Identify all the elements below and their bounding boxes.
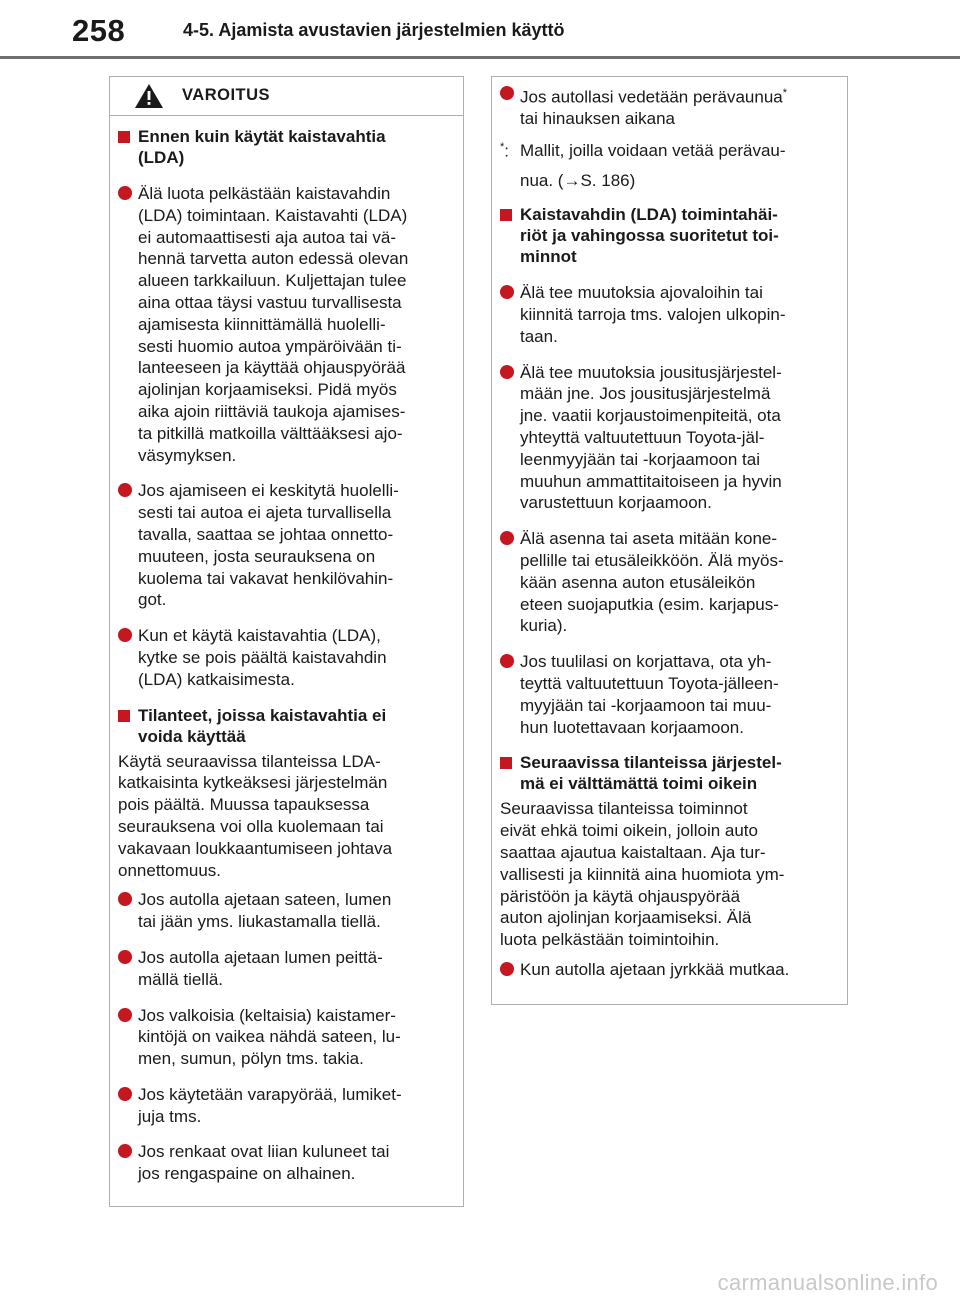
circle-bullet-icon bbox=[118, 628, 132, 642]
warning-box bbox=[109, 76, 464, 1207]
page-header bbox=[0, 0, 960, 62]
list-item bbox=[500, 282, 837, 347]
warning-triangle-icon bbox=[134, 83, 164, 109]
list-item-text bbox=[520, 83, 787, 130]
warning-box-continued bbox=[491, 76, 848, 1005]
circle-bullet-icon bbox=[118, 950, 132, 964]
list-item bbox=[500, 362, 837, 515]
list-item bbox=[118, 1005, 453, 1070]
warning-header bbox=[110, 77, 463, 116]
list-item-text: Jos renkaat ovat liian kuluneet tai jos rengaspaine on alhainen. bbox=[138, 1142, 390, 1184]
list-item-text: Jos valkoisia (keltaisia) kaistamer- kintöjä on vaikea nähdä sateen, lu- men, sumun, pölyn tms. takia. bbox=[138, 1005, 401, 1069]
footnote bbox=[500, 136, 837, 196]
footnote-star: * bbox=[500, 141, 505, 154]
square-bullet-icon bbox=[118, 710, 130, 722]
list-item-text: Älä asenna tai aseta mitään kone- pellille tai etusäleikköön. Älä myös- kään asenna auton etusäleikön eteen suojaputkia (esim. karjapus- kuria). bbox=[520, 529, 784, 636]
warning-title: VAROITUS bbox=[182, 86, 271, 104]
list-item bbox=[118, 1141, 453, 1185]
watermark-text: carmanualsonline.info bbox=[717, 1270, 938, 1295]
list-item-text: Älä luota pelkästään kaistavahdin (LDA) toimintaan. Kaistavahti (LDA) ei automaattisesti aja autoa tai vä- hennä tarvetta auton edessä olevan alueen tarkkailuun. Kuljettajan tulee aina ottaa täysi vastuu turvallisesta ajamisesta kiinnittämällä huolelli- sesti huomio autoa ympäröivään ti- lanteeseen ja käyttää ohjauspyörää ajolinjan korjaamiseksi. Pidä myös aika ajoin riittäviä taukoja ajamises- ta pitkillä matkoilla välttääksesi ajo- väsymyksen. bbox=[138, 184, 409, 465]
square-bullet-icon bbox=[500, 209, 512, 221]
subheading bbox=[118, 126, 453, 168]
paragraph: Käytä seuraavissa tilanteissa LDA- katkaisinta kytkeäksesi järjestelmän pois päältä. Muussa tapauksessa seurauksena voi olla kuolemaan tai vakavaan loukkaantumiseen johtava onnettomuus. bbox=[118, 751, 393, 880]
list-item-text: Jos ajamiseen ei keskitytä huolelli- sesti tai autoa ei ajeta turvallisella tavalla, saattaa se johtaa onnetto- muuteen, josta seurauksena on kuolema tai vakavat henkilövahin- got. bbox=[138, 481, 399, 610]
circle-bullet-icon bbox=[500, 365, 514, 379]
square-bullet-icon bbox=[500, 757, 512, 769]
circle-bullet-icon bbox=[500, 531, 514, 545]
list-item-text: Jos käytetään varapyörää, lumiket- juja tms. bbox=[138, 1084, 402, 1126]
paragraph: Seuraavissa tilanteissa toiminnot eivät ehkä toimi oikein, jolloin auto saattaa ajautua kaistaltaan. Aja tur- vallisesti ja kiinnitä aina huomiota ym- päristöön ja käytä ohjauspyörää auton ajolinjan korjaamiseksi. Älä luota pelkästään toimintoihin. bbox=[500, 799, 785, 950]
list-item-text: Älä tee muutoksia ajovaloihin tai kiinnitä tarroja tms. valojen ulkopin- taan. bbox=[520, 283, 786, 346]
warning-body-continued bbox=[492, 77, 847, 981]
subheading-text: Seuraavissa tilanteissa järjestel- mä ei välttämättä toimi oikein bbox=[520, 753, 782, 794]
square-bullet-icon bbox=[118, 131, 130, 143]
list-item bbox=[118, 947, 453, 991]
circle-bullet-icon bbox=[118, 1008, 132, 1022]
list-item bbox=[118, 625, 453, 690]
circle-bullet-icon bbox=[500, 86, 514, 100]
list-item-text: Jos tuulilasi on korjattava, ota yh- teyttä valtuutettuun Toyota-jälleen- myyjään tai -korjaamoon tai muu- hun luotettavaan korjaamoon. bbox=[520, 652, 779, 737]
subheading bbox=[500, 752, 837, 794]
subheading-text: Kaistavahdin (LDA) toimintahäi- riöt ja vahingossa suoritetut toi- minnot bbox=[520, 205, 779, 267]
subheading bbox=[500, 204, 837, 267]
list-item bbox=[500, 651, 837, 738]
circle-bullet-icon bbox=[118, 483, 132, 497]
footnote-marker: * bbox=[782, 87, 788, 99]
subheading-text: Ennen kuin käytät kaistavahtia (LDA) bbox=[138, 127, 386, 167]
list-item bbox=[500, 83, 837, 130]
list-item bbox=[500, 528, 837, 637]
section-title: 4-5. Ajamista avustavien järjestelmien käyttö bbox=[183, 20, 565, 40]
list-item-text: Jos autolla ajetaan sateen, lumen tai jään yms. liukastamalla tiellä. bbox=[138, 890, 392, 932]
circle-bullet-icon bbox=[500, 962, 514, 976]
list-item bbox=[500, 959, 837, 981]
list-item-text: Kun autolla ajetaan jyrkkää mutkaa. bbox=[520, 959, 790, 979]
subheading-text: Tilanteet, joissa kaistavahtia ei voida käyttää bbox=[138, 705, 387, 746]
list-item bbox=[118, 889, 453, 933]
list-item-text-line: tai hinauksen aikana bbox=[520, 109, 676, 129]
list-item-text-line: Jos autollasi vedetään perävaunua bbox=[520, 87, 783, 107]
list-item bbox=[118, 183, 453, 466]
list-item bbox=[118, 480, 453, 611]
list-item-text: Kun et käytä kaistavahtia (LDA), kytke se pois päältä kaistavahdin (LDA) katkaisimesta. bbox=[138, 626, 387, 689]
footnote-mark bbox=[500, 136, 520, 196]
list-item-text: Jos autolla ajetaan lumen peittä- mällä tiellä. bbox=[138, 947, 383, 989]
circle-bullet-icon bbox=[118, 186, 132, 200]
warning-body bbox=[110, 116, 463, 1185]
header-rule bbox=[0, 56, 960, 59]
circle-bullet-icon bbox=[118, 892, 132, 906]
list-item bbox=[118, 1084, 453, 1128]
footnote-text: Mallit, joilla voidaan vetää perävau- nua. (→S. 186) bbox=[520, 141, 786, 191]
circle-bullet-icon bbox=[500, 654, 514, 668]
circle-bullet-icon bbox=[118, 1087, 132, 1101]
circle-bullet-icon bbox=[118, 1144, 132, 1158]
footnote-colon: : bbox=[504, 141, 510, 161]
circle-bullet-icon bbox=[500, 285, 514, 299]
subheading bbox=[118, 705, 453, 747]
list-item-text: Älä tee muutoksia jousitusjärjestel- mään jne. Jos jousitusjärjestelmä jne. vaatii korjaustoimenpiteitä, ota yhteyttä valtuutettuun Toyota-jäl- leenmyyjään tai -korjaamoon tai muuhun ammattitaitoiseen ja hyvin varustettuun korjaamoon. bbox=[520, 362, 782, 513]
page-number: 258 bbox=[72, 13, 126, 48]
